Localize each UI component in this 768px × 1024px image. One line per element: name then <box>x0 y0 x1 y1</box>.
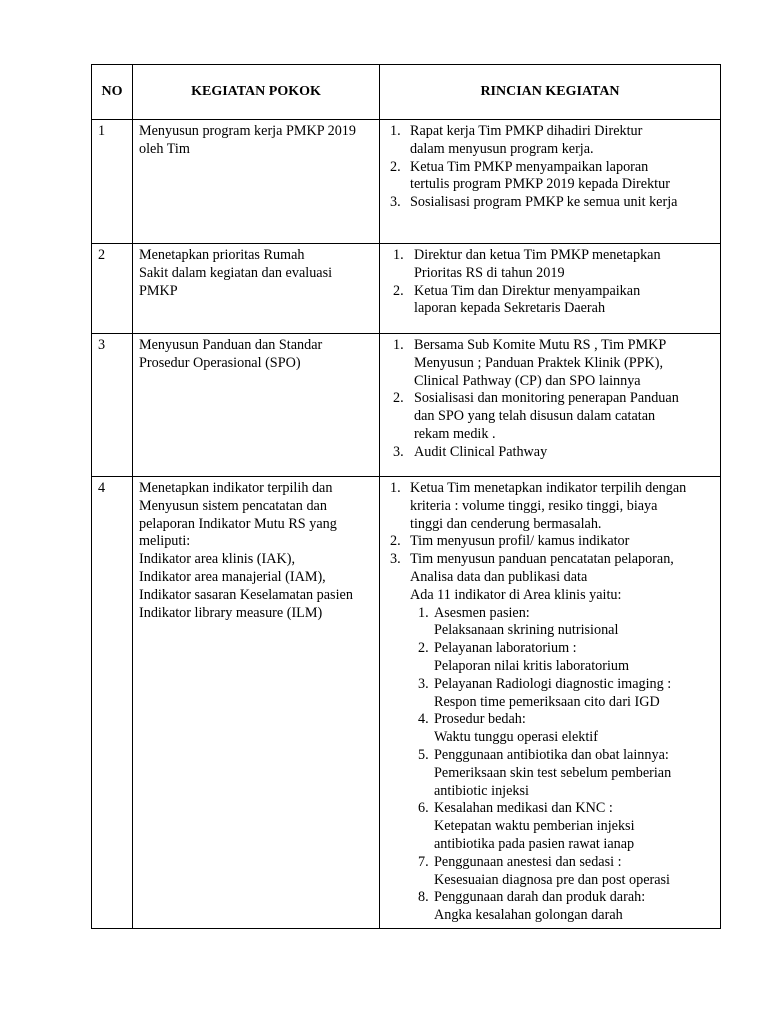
list-item <box>384 337 716 390</box>
text-line: Sosialisasi program PMKP ke semua unit kerja <box>410 194 678 211</box>
item-number: 2. <box>418 640 429 657</box>
text-line: Kesalahan medikasi dan KNC : <box>434 800 613 817</box>
text-line: Sosialisasi dan monitoring penerapan Panduan <box>414 390 679 407</box>
header-no: NO <box>92 65 133 120</box>
text-line: Tim menyusun panduan pencatatan pelaporan, <box>410 551 674 568</box>
list-item <box>384 889 716 925</box>
list-item <box>384 283 716 319</box>
item-number: 8. <box>418 889 429 906</box>
text-line: Menetapkan prioritas Rumah <box>139 247 305 263</box>
kegiatan-pokok-cell <box>133 120 380 244</box>
text-line: Rapat kerja Tim PMKP dihadiri Direktur <box>410 123 643 139</box>
text-line: Penggunaan antibiotika dan obat lainnya: <box>434 746 669 763</box>
text-line: Analisa data dan publikasi data <box>410 568 588 585</box>
text-line: oleh Tim <box>139 140 190 157</box>
text-line: kriteria : volume tinggi, resiko tinggi, biaya <box>410 497 658 514</box>
text-line: Kesesuaian diagnosa pre dan post operasi <box>434 871 670 888</box>
item-number: 3. <box>390 551 401 568</box>
text-line: Pemeriksaan skin test sebelum pemberian <box>434 764 672 781</box>
text-line: Pelayanan Radiologi diagnostic imaging : <box>434 675 672 692</box>
text-line: Penggunaan anestesi dan sedasi : <box>434 853 622 870</box>
text-line: Menetapkan indikator terpilih dan <box>139 480 333 496</box>
item-number: 1. <box>393 247 404 263</box>
row-number: 2 <box>92 244 133 334</box>
list-item <box>384 640 716 676</box>
item-number: 1. <box>390 480 401 496</box>
list-item <box>384 854 716 890</box>
item-number: 3. <box>390 194 401 211</box>
item-number: 1. <box>418 604 429 621</box>
text-line: meliputi: <box>139 533 191 550</box>
text-line: Menyusun sistem pencatatan dan <box>139 497 327 514</box>
text-line: Respon time pemeriksaan cito dari IGD <box>434 693 660 710</box>
text-line: tertulis program PMKP 2019 kepada Direktur <box>410 176 670 193</box>
text-line: Ketepatan waktu pemberian injeksi <box>434 818 635 835</box>
text-line: rekam medik . <box>414 425 496 442</box>
row-number: 1 <box>92 120 133 244</box>
header-rincian-kegiatan: RINCIAN KEGIATAN <box>380 65 721 120</box>
text-line: Penggunaan darah dan produk darah: <box>434 889 646 906</box>
kegiatan-pokok-cell <box>133 334 380 477</box>
table-row <box>92 334 721 477</box>
text-line: Pelaksanaan skrining nutrisional <box>434 622 619 639</box>
row-number: 3 <box>92 334 133 477</box>
list-item <box>384 159 716 195</box>
text-line: Clinical Pathway (CP) dan SPO lainnya <box>414 372 641 389</box>
rincian-kegiatan-cell <box>380 334 721 477</box>
text-line: laporan kepada Sekretaris Daerah <box>414 300 606 317</box>
rincian-kegiatan-cell <box>380 477 721 929</box>
text-line: Prosedur bedah: <box>434 711 526 728</box>
text-line: Ketua Tim PMKP menyampaikan laporan <box>410 158 649 175</box>
kegiatan-pokok-cell <box>133 244 380 334</box>
table-row <box>92 120 721 244</box>
text-line: Menyusun program kerja PMKP 2019 <box>139 123 356 139</box>
area-klinis-list <box>384 605 716 925</box>
list-item <box>384 676 716 712</box>
text-line: Menyusun ; Panduan Praktek Klinik (PPK), <box>414 354 664 371</box>
text-line: Pelayanan laboratorium : <box>434 640 577 657</box>
text-line: Indikator library measure (ILM) <box>139 604 323 621</box>
item-number: 2. <box>393 390 404 407</box>
item-number: 2. <box>390 158 401 175</box>
text-line: Ada 11 indikator di Area klinis yaitu: <box>410 586 622 603</box>
text-line: antibiotika pada pasien rawat ianap <box>434 835 635 852</box>
text-line: Waktu tunggu operasi elektif <box>434 729 598 746</box>
text-line: Asesmen pasien: <box>434 604 530 621</box>
kegiatan-pokok-cell <box>133 477 380 929</box>
text-line: Ketua Tim dan Direktur menyampaikan <box>414 282 641 299</box>
text-line: dalam menyusun program kerja. <box>410 140 594 157</box>
text-line: tinggi dan cenderung bermasalah. <box>410 515 602 532</box>
header-kegiatan-pokok: KEGIATAN POKOK <box>133 65 380 120</box>
text-line: antibiotic injeksi <box>434 782 529 799</box>
item-number: 3. <box>418 675 429 692</box>
item-number: 5. <box>418 746 429 763</box>
text-line: Tim menyusun profil/ kamus indikator <box>410 533 630 550</box>
text-line: Audit Clinical Pathway <box>414 443 548 460</box>
table-row <box>92 244 721 334</box>
list-item <box>384 747 716 800</box>
text-line: Ketua Tim menetapkan indikator terpilih dengan <box>410 480 687 496</box>
text-line: Sakit dalam kegiatan dan evaluasi <box>139 264 333 281</box>
list-item <box>384 247 716 283</box>
item-number: 2. <box>390 533 401 550</box>
list-item <box>384 480 716 533</box>
item-number: 1. <box>390 123 401 139</box>
list-item <box>384 123 716 159</box>
list-item <box>384 194 716 212</box>
item-number: 7. <box>418 853 429 870</box>
list-item <box>384 711 716 747</box>
text-line: Angka kesalahan golongan darah <box>434 907 623 924</box>
rincian-kegiatan-cell <box>380 244 721 334</box>
text-line: pelaporan Indikator Mutu RS yang <box>139 515 337 532</box>
text-line: Indikator sasaran Keselamatan pasien <box>139 586 353 603</box>
item-number: 6. <box>418 800 429 817</box>
text-line: Indikator area manajerial (IAM), <box>139 568 326 585</box>
text-line: PMKP <box>139 282 178 299</box>
activity-table <box>91 64 721 929</box>
text-line: Prioritas RS di tahun 2019 <box>414 264 565 281</box>
rincian-kegiatan-cell <box>380 120 721 244</box>
table-header-row <box>92 65 721 120</box>
table-row <box>92 477 721 929</box>
list-item <box>384 551 716 604</box>
text-line: Bersama Sub Komite Mutu RS , Tim PMKP <box>414 337 667 353</box>
list-item <box>384 533 716 551</box>
list-item <box>384 390 716 443</box>
list-item <box>384 800 716 853</box>
item-number: 1. <box>393 337 404 353</box>
text-line: Prosedur Operasional (SPO) <box>139 354 301 371</box>
text-line: Indikator area klinis (IAK), <box>139 551 296 568</box>
text-line: Menyusun Panduan dan Standar <box>139 337 323 353</box>
item-number: 3. <box>393 443 404 460</box>
list-item <box>384 605 716 641</box>
text-line: dan SPO yang telah disusun dalam catatan <box>414 408 656 425</box>
text-line: Direktur dan ketua Tim PMKP menetapkan <box>414 247 661 263</box>
list-item <box>384 444 716 462</box>
row-number: 4 <box>92 477 133 929</box>
item-number: 2. <box>393 282 404 299</box>
text-line: Pelaporan nilai kritis laboratorium <box>434 657 630 674</box>
item-number: 4. <box>418 711 429 728</box>
